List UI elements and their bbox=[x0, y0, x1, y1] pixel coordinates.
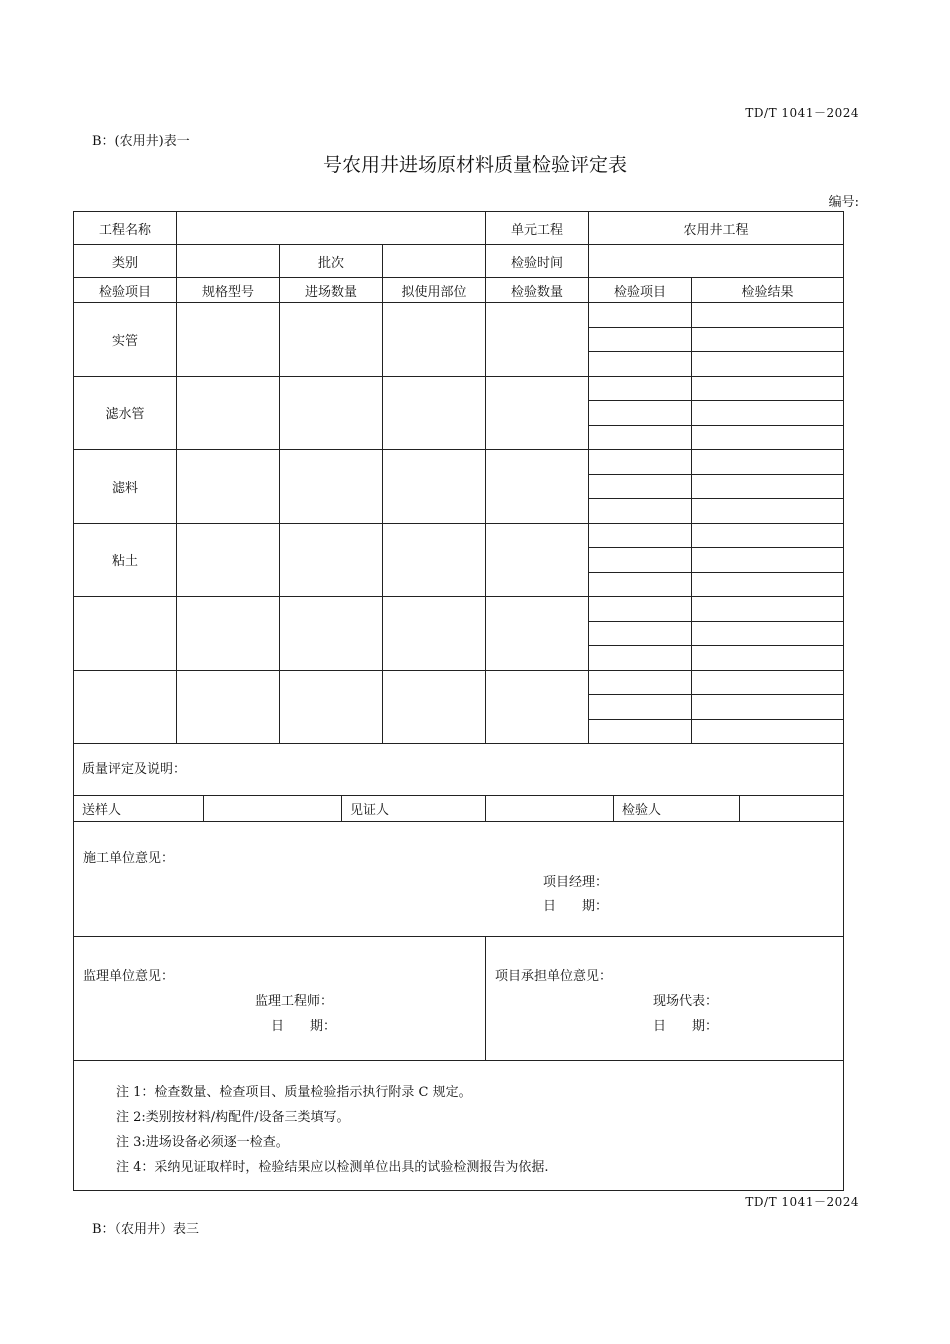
inspect-item-cell[interactable] bbox=[589, 401, 692, 426]
inspect-qty-cell[interactable] bbox=[486, 376, 589, 450]
column-header: 进场数量 bbox=[280, 278, 383, 303]
form-label-bottom: B：（农用井）表三 bbox=[92, 1222, 200, 1237]
inspect-item-cell[interactable] bbox=[589, 474, 692, 499]
evaluation-table bbox=[73, 741, 844, 1191]
inspect-result-cell[interactable] bbox=[692, 474, 844, 499]
inspect-result-cell[interactable] bbox=[692, 401, 844, 426]
column-header: 检验数量 bbox=[486, 278, 589, 303]
inspect-result-cell[interactable] bbox=[692, 646, 844, 671]
inspect-item-cell[interactable] bbox=[589, 425, 692, 450]
batch-label: 批次 bbox=[280, 245, 383, 278]
inspect-result-cell[interactable] bbox=[692, 303, 844, 328]
inspect-item-cell[interactable] bbox=[589, 621, 692, 646]
spec-cell[interactable] bbox=[177, 597, 280, 671]
form-label-top: B：(农用井)表一 bbox=[92, 134, 190, 149]
supervision-engineer-label: 监理工程师： bbox=[255, 993, 334, 1009]
quantity-cell[interactable] bbox=[280, 597, 383, 671]
inspect-qty-cell[interactable] bbox=[486, 523, 589, 597]
project-name-field[interactable] bbox=[177, 212, 486, 245]
inspect-qty-cell[interactable] bbox=[486, 670, 589, 744]
spec-cell[interactable] bbox=[177, 376, 280, 450]
inspect-result-cell[interactable] bbox=[692, 695, 844, 720]
unit-project-label: 单元工程 bbox=[486, 212, 589, 245]
inspect-result-cell[interactable] bbox=[692, 548, 844, 573]
inspect-item-cell[interactable] bbox=[589, 499, 692, 524]
item-name: 滤水管 bbox=[74, 376, 177, 450]
location-cell[interactable] bbox=[383, 670, 486, 744]
spec-cell[interactable] bbox=[177, 670, 280, 744]
sender-field[interactable] bbox=[204, 795, 342, 821]
quantity-cell[interactable] bbox=[280, 450, 383, 524]
inspect-item-cell[interactable] bbox=[589, 303, 692, 328]
note-item: 注 3:进场设备必须逐一检查。 bbox=[116, 1134, 289, 1150]
quantity-cell[interactable] bbox=[280, 376, 383, 450]
project-manager-label: 项目经理： bbox=[543, 874, 609, 890]
number-label: 编号: bbox=[828, 195, 859, 210]
inspect-item-cell[interactable] bbox=[589, 597, 692, 622]
inspect-item-cell[interactable] bbox=[589, 523, 692, 548]
location-cell[interactable] bbox=[383, 450, 486, 524]
quality-evaluation-field[interactable] bbox=[74, 741, 844, 795]
note-item: 注 4：采纳见证取样时，检验结果应以检测单位出具的试验检测报告为依据. bbox=[116, 1159, 549, 1175]
standard-code-bottom: TD/T 1041－2024 bbox=[745, 1195, 859, 1209]
location-cell[interactable] bbox=[383, 597, 486, 671]
item-name: 实管 bbox=[74, 303, 177, 377]
undertaker-opinion-field[interactable] bbox=[486, 936, 844, 1060]
inspect-item-cell[interactable] bbox=[589, 670, 692, 695]
construction-opinion-field[interactable] bbox=[74, 821, 844, 936]
inspect-item-cell[interactable] bbox=[589, 572, 692, 597]
inspect-result-cell[interactable] bbox=[692, 499, 844, 524]
inspect-item-cell[interactable] bbox=[589, 327, 692, 352]
supervision-opinion-field[interactable] bbox=[74, 936, 486, 1060]
location-cell[interactable] bbox=[383, 523, 486, 597]
construction-opinion-label: 施工单位意见： bbox=[83, 850, 175, 866]
inspect-result-cell[interactable] bbox=[692, 597, 844, 622]
inspect-item-cell[interactable] bbox=[589, 376, 692, 401]
inspect-item-cell[interactable] bbox=[589, 646, 692, 671]
inspect-item-cell[interactable] bbox=[589, 548, 692, 573]
inspect-result-cell[interactable] bbox=[692, 719, 844, 744]
unit-project-value[interactable]: 农用井工程 bbox=[589, 212, 844, 245]
inspect-item-cell[interactable] bbox=[589, 450, 692, 475]
inspect-result-cell[interactable] bbox=[692, 425, 844, 450]
location-cell[interactable] bbox=[383, 376, 486, 450]
category-label: 类别 bbox=[74, 245, 177, 278]
note-item: 注 1：检查数量、检查项目、质量检验指示执行附录 C 规定。 bbox=[116, 1084, 472, 1100]
quantity-cell[interactable] bbox=[280, 303, 383, 377]
inspector-label: 检验人 bbox=[614, 795, 740, 821]
supervision-opinion-label: 监理单位意见： bbox=[83, 968, 175, 984]
quantity-cell[interactable] bbox=[280, 670, 383, 744]
inspect-result-cell[interactable] bbox=[692, 376, 844, 401]
column-header: 规格型号 bbox=[177, 278, 280, 303]
project-name-label: 工程名称 bbox=[74, 212, 177, 245]
inspect-result-cell[interactable] bbox=[692, 621, 844, 646]
spec-cell[interactable] bbox=[177, 303, 280, 377]
category-field[interactable] bbox=[177, 245, 280, 278]
inspect-result-cell[interactable] bbox=[692, 450, 844, 475]
inspect-qty-cell[interactable] bbox=[486, 450, 589, 524]
inspect-item-cell[interactable] bbox=[589, 695, 692, 720]
inspect-result-cell[interactable] bbox=[692, 572, 844, 597]
construction-date-label: 日 期： bbox=[543, 898, 609, 914]
supervision-date-label: 日 期： bbox=[271, 1018, 337, 1034]
note-item: 注 2:类别按材料/构配件/设备三类填写。 bbox=[116, 1109, 350, 1125]
inspection-table bbox=[73, 211, 844, 744]
inspect-result-cell[interactable] bbox=[692, 670, 844, 695]
inspection-time-label: 检验时间 bbox=[486, 245, 589, 278]
quality-evaluation-label: 质量评定及说明： bbox=[82, 762, 187, 778]
column-header: 检验项目 bbox=[74, 278, 177, 303]
inspect-result-cell[interactable] bbox=[692, 523, 844, 548]
inspection-time-field[interactable] bbox=[589, 245, 844, 278]
quantity-cell[interactable] bbox=[280, 523, 383, 597]
witness-label: 见证人 bbox=[342, 795, 486, 821]
item-name[interactable] bbox=[74, 597, 177, 671]
column-header: 拟使用部位 bbox=[383, 278, 486, 303]
item-name: 滤料 bbox=[74, 450, 177, 524]
inspect-item-cell[interactable] bbox=[589, 719, 692, 744]
undertaker-date-label: 日 期： bbox=[653, 1018, 719, 1034]
standard-code-top: TD/T 1041－2024 bbox=[745, 106, 859, 120]
spec-cell[interactable] bbox=[177, 523, 280, 597]
inspector-field[interactable] bbox=[740, 795, 844, 821]
column-header: 检验结果 bbox=[692, 278, 844, 303]
inspect-qty-cell[interactable] bbox=[486, 597, 589, 671]
witness-field[interactable] bbox=[486, 795, 614, 821]
spec-cell[interactable] bbox=[177, 450, 280, 524]
item-name[interactable] bbox=[74, 670, 177, 744]
item-name: 粘土 bbox=[74, 523, 177, 597]
inspect-result-cell[interactable] bbox=[692, 327, 844, 352]
sender-label: 送样人 bbox=[74, 795, 204, 821]
inspect-item-cell[interactable] bbox=[589, 352, 692, 377]
page-title: 号农用井进场原材料质量检验评定表 bbox=[322, 154, 627, 176]
inspect-qty-cell[interactable] bbox=[486, 303, 589, 377]
location-cell[interactable] bbox=[383, 303, 486, 377]
notes-section bbox=[74, 1060, 844, 1190]
undertaker-opinion-label: 项目承担单位意见： bbox=[495, 968, 613, 984]
site-representative-label: 现场代表： bbox=[653, 993, 719, 1009]
batch-field[interactable] bbox=[383, 245, 486, 278]
inspect-result-cell[interactable] bbox=[692, 352, 844, 377]
column-header: 检验项目 bbox=[589, 278, 692, 303]
